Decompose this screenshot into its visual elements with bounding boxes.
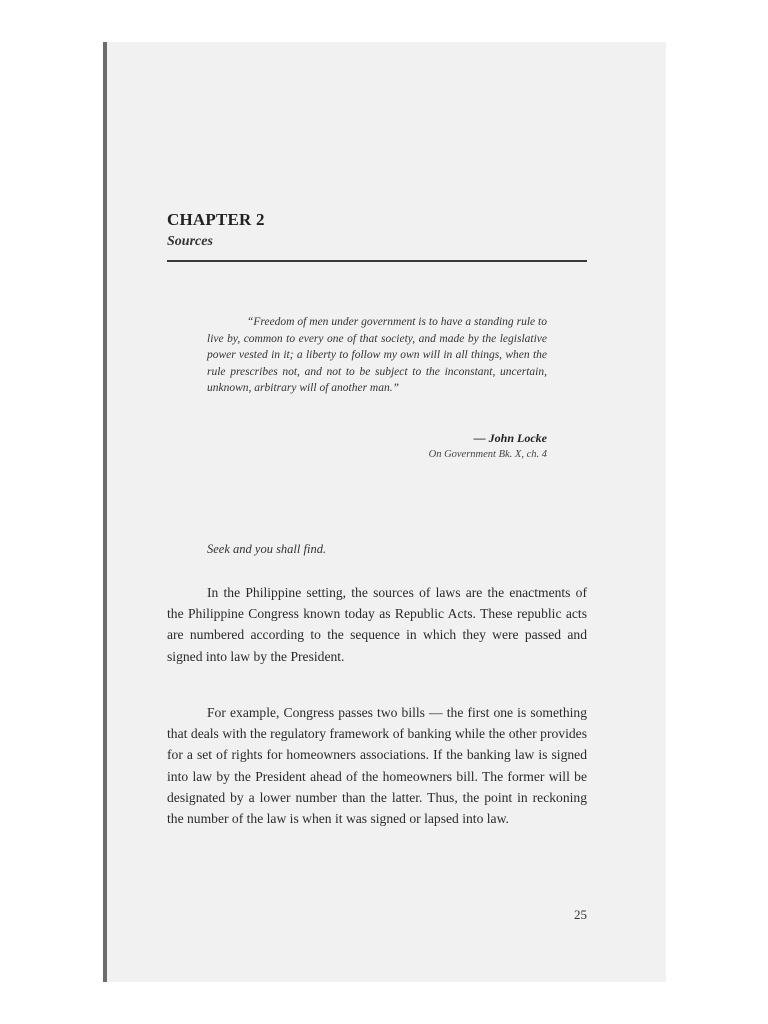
epigraph-quote: “Freedom of men under government is to have a standing rule to live by, common to every one of that society, and made by the legislative power vested in it; a liberty to follow my own will in all things, when the rule prescribes not, and not to be subject to the inconstant, uncertain, unknown, arbitrary will of another man.” (207, 316, 547, 395)
document-page (103, 42, 666, 982)
page-number: 25 (574, 907, 587, 922)
opening-line: Seek and you shall find. (207, 542, 327, 556)
epigraph-author: — John Locke (473, 431, 547, 445)
chapter-divider (167, 260, 587, 262)
chapter-title: CHAPTER 2 (167, 210, 265, 229)
chapter-subtitle: Sources (167, 234, 213, 249)
epigraph-source: On Government Bk. X, ch. 4 (428, 449, 547, 460)
body-paragraph-2: For example, Congress passes two bills — the first one is something that deals with the regulatory framework of banking while the other provides for a set of rights for homeowners associations. If the banking law is signed into law by the President ahead of the homeowners bill. The former will be designated by a lower number than the latter. Thus, the point in reckoning the number of the law is when it was signed or lapsed into law. (167, 705, 587, 827)
body-paragraph-1: In the Philippine setting, the sources of laws are the enactments of the Philippine Congress known today as Republic Acts. These republic acts are numbered according to the sequence in which they were passed and signed into law by the President. (167, 585, 587, 664)
